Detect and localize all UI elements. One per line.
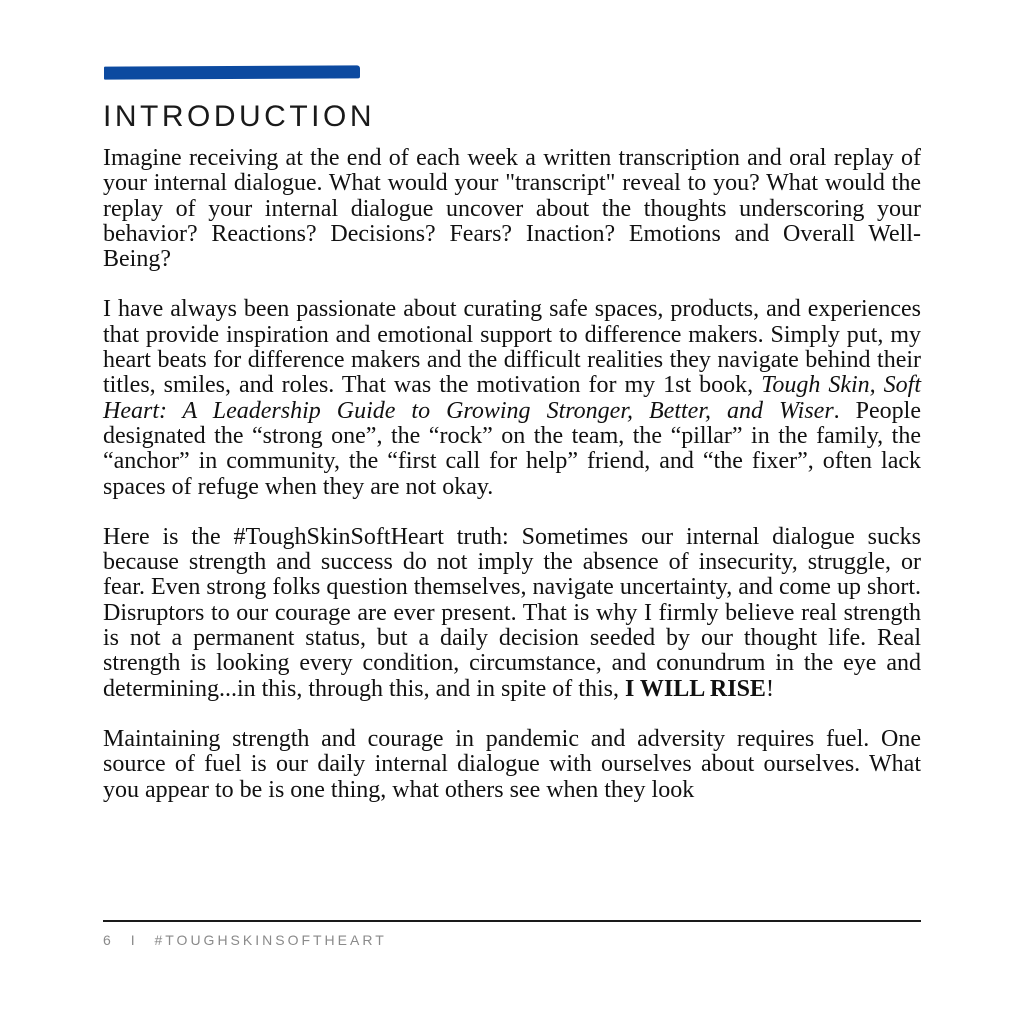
footer-hashtag: #TOUGHSKINSOFTHEART [154, 932, 387, 948]
paragraph-3-text-a: Here is the #ToughSkinSoftHeart truth: Sometimes our internal dialogue sucks because strength and success do not imply the absence of insecurity, struggle, or fear. Even strong folks question themselves, navigate uncertainty, and come up short. Disruptors to our courage are ever present. That is why I firmly believe real strength is not a permanent status, but a daily decision seeded by our thought life. Real strength is looking every condition, circumstance, and conundrum in the eye and determining...in this, through this, and in spite of this, [103, 523, 921, 702]
paragraph-4: Maintaining strength and courage in pandemic and adversity requires fuel. One source of fuel is our daily internal dialogue with ourselves about ourselves. What you appear to be is one thing, what others see when they look [103, 725, 921, 803]
paragraph-2 [103, 297, 921, 499]
book-title: Tough Skin, Soft Heart: A Leadership Guide to Growing Stronger, Better, and Wiser [103, 372, 921, 424]
page-number: 6 [103, 932, 114, 948]
paragraph-2-text-b: . People designated the “strong one”, the “rock” on the team, the “pillar” in the family, the “anchor” in community, the “first call for help” friend, and “the fixer”, often lack spaces of refuge when they are not okay. [103, 397, 921, 500]
paragraph-3 [103, 525, 921, 702]
emphasis-i-will-rise: I WILL RISE [624, 675, 766, 702]
paragraph-2-text-a: I have always been passionate about curating safe spaces, products, and experiences that provide inspiration and emotional support to difference makers. Simply put, my heart beats for difference makers and the difficult realities they navigate behind their titles, smiles, and roles. That was the motivation for my 1st book, [103, 296, 921, 399]
paragraph-1: Imagine receiving at the end of each week a written transcription and oral replay of your internal dialogue. What would your "transcript" reveal to you? What would the replay of your internal dialogue uncover about the thoughts underscoring your behavior? Reactions? Decisions? Fears? Inaction? Emotions and Overall Well-Being? [103, 145, 921, 273]
footer-separator: I [130, 932, 138, 948]
page-footer [103, 932, 387, 948]
body-text [103, 146, 921, 828]
paragraph-3-text-b: ! [765, 675, 774, 702]
accent-bar [104, 65, 360, 79]
section-title: INTRODUCTION [103, 100, 375, 133]
footer-divider [103, 920, 921, 922]
